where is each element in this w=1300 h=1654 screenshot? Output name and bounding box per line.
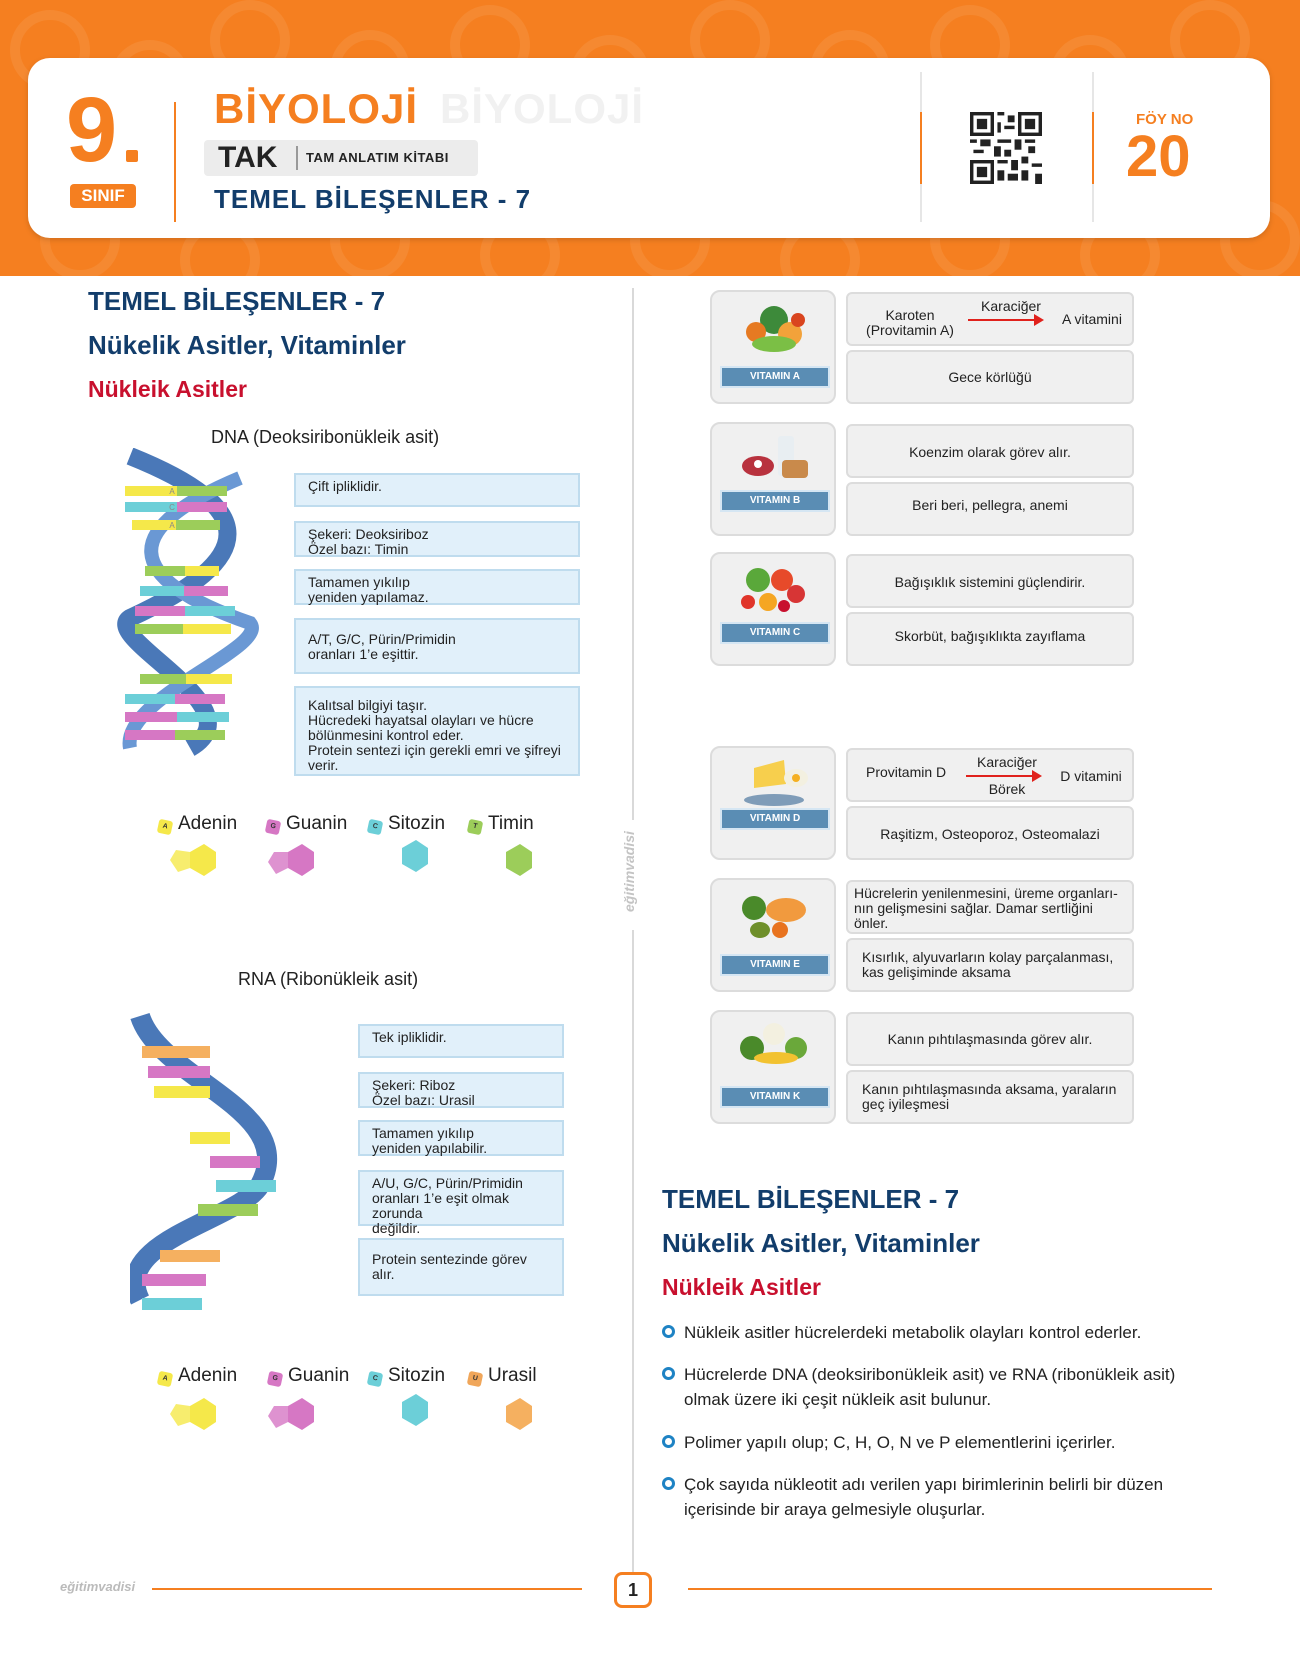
- food-illustration-icon: [734, 886, 814, 946]
- vitamin-label: VITAMIN E: [720, 954, 830, 976]
- dna-info-box: Şekeri: Deoksiriboz Özel bazı: Timin: [294, 521, 580, 557]
- base-badge: U: [467, 1371, 484, 1388]
- food-illustration-icon: [734, 1018, 814, 1078]
- rna-info-box: A/U, G/C, Pürin/Primidin oranları 1’e eşit olmak zorunda değildir.: [358, 1170, 564, 1226]
- grade-dot: [126, 150, 138, 162]
- vitamin-c-card: [710, 552, 836, 666]
- footer-rule: [152, 1588, 582, 1590]
- conversion-arrow-icon: [966, 775, 1040, 777]
- vitamin-a-deficiency-box: Gece körlüğü: [846, 350, 1134, 404]
- vitamin-k-card: [710, 1010, 836, 1124]
- list-item: Hücrelerde DNA (deoksiribonükleik asit) ve RNA (ribonükleik asit) olmak üzere iki çeşit nükleik asit bulunur.: [662, 1362, 1182, 1412]
- vitamin-a-source-box: Karoten (Provitamin A) Karaciğer A vitamini: [846, 292, 1134, 346]
- header-divider: [174, 102, 176, 222]
- subject-title: BİYOLOJİ: [214, 85, 419, 132]
- base-badge: G: [267, 1371, 284, 1388]
- left-section-subtitle: Nükelik Asitler, Vitaminler: [88, 330, 406, 360]
- conversion-arrow-icon: [968, 319, 1042, 321]
- header-divider-accent: [920, 112, 922, 184]
- rna-info-box: Tamamen yıkılıp yeniden yapılabilir.: [358, 1120, 564, 1156]
- food-illustration-icon: [734, 754, 814, 814]
- header-topic: TEMEL BİLEŞENLER - 7: [214, 184, 532, 214]
- vitamin-label: VITAMIN A: [720, 366, 830, 388]
- svg-text:A: A: [169, 487, 175, 496]
- rna-info-box: Şekeri: Riboz Özel bazı: Urasil: [358, 1072, 564, 1108]
- vitamin-e-card: [710, 878, 836, 992]
- qr-code-icon[interactable]: [970, 112, 1042, 184]
- vitamin-c-deficiency-box: Skorbüt, bağışıklıkta zayıflama: [846, 612, 1134, 666]
- base-badge: G: [265, 819, 282, 836]
- left-section-title: TEMEL BİLEŞENLER - 7: [88, 286, 386, 316]
- page-number: 1: [614, 1572, 652, 1608]
- dna-base-structures: [170, 838, 540, 892]
- book-badge: [204, 140, 478, 176]
- bullet-icon: [662, 1325, 675, 1338]
- food-illustration-icon: [734, 298, 814, 358]
- watermark-logo: eğitimvadisi: [618, 820, 648, 930]
- rna-base-structures: [170, 1392, 540, 1446]
- svg-text:C: C: [169, 503, 175, 512]
- vitamin-k-function-box: Kanın pıhtılaşmasında görev alır.: [846, 1012, 1134, 1066]
- vitamin-d-source-box: Provitamin D Karaciğer Börek D vitamini: [846, 748, 1134, 802]
- rna-title: RNA (Ribonükleik asit): [238, 969, 419, 989]
- dna-info-box: Tamamen yıkılıp yeniden yapılamaz.: [294, 569, 580, 605]
- bullet-icon: [662, 1435, 675, 1448]
- rna-info-box: Protein sentezinde görev alır.: [358, 1238, 564, 1296]
- vitamin-d-deficiency-box: Raşitizm, Osteoporoz, Osteomalazi: [846, 806, 1134, 860]
- subject-ghost-text: BİYOLOJİ: [440, 85, 645, 132]
- svg-text:A: A: [169, 521, 175, 530]
- grade-label: SINIF: [70, 184, 136, 208]
- base-badge: T: [467, 819, 484, 836]
- list-item: Nükleik asitler hücrelerdeki metabolik olayları kontrol ederler.: [662, 1320, 1182, 1345]
- right-section-subtitle: Nükelik Asitler, Vitaminler: [662, 1228, 980, 1258]
- right-section-heading: Nükleik Asitler: [662, 1274, 821, 1300]
- food-illustration-icon: [734, 560, 814, 620]
- list-item: Polimer yapılı olup; C, H, O, N ve P elementlerini içerirler.: [662, 1430, 1182, 1455]
- base-badge: C: [367, 1371, 384, 1388]
- vitamin-label: VITAMIN C: [720, 622, 830, 644]
- rna-info-box: Tek ipliklidir.: [358, 1024, 564, 1058]
- book-short: TAK: [218, 141, 278, 174]
- vitamin-c-function-box: Bağışıklık sistemini güçlendirir.: [846, 554, 1134, 608]
- left-section-heading: Nükleik Asitler: [88, 376, 247, 402]
- vitamin-d-card: [710, 746, 836, 860]
- vitamin-label: VITAMIN D: [720, 808, 830, 830]
- vitamin-b-card: [710, 422, 836, 536]
- bullet-icon: [662, 1477, 675, 1490]
- bullet-icon: [662, 1367, 675, 1380]
- header-divider-accent: [1092, 112, 1094, 184]
- vitamin-label: VITAMIN K: [720, 1086, 830, 1108]
- dna-info-box: Çift ipliklidir.: [294, 473, 580, 507]
- footer-logo: eğitimvadisi: [60, 1579, 136, 1594]
- book-full: TAM ANLATIM KİTABI: [306, 150, 449, 165]
- dna-info-box: Kalıtsal bilgiyi taşır. Hücredeki hayatsal olayları ve hücre bölünmesini kontrol eder. Protein sentezi için gerekli emri ve şifreyi verir.: [294, 686, 580, 776]
- vitamin-e-deficiency-box: Kısırlık, alyuvarların kolay parçalanması, kas gelişiminde aksama: [846, 938, 1134, 992]
- vitamin-label: VITAMIN B: [720, 490, 830, 512]
- vitamin-k-deficiency-box: Kanın pıhtılaşmasında aksama, yaraların geç iyileşmesi: [846, 1070, 1134, 1124]
- rna-strand-illustration: [130, 1010, 290, 1320]
- vitamin-e-function-box: Hücrelerin yenilenmesini, üreme organları- nın gelişmesini sağlar. Damar sertliğini önler.: [846, 880, 1134, 934]
- sheet-number: 20: [1126, 124, 1191, 189]
- footer-rule: [688, 1588, 1212, 1590]
- sheet-label: FÖY NO: [1136, 111, 1194, 128]
- food-illustration-icon: [734, 430, 814, 490]
- dna-title: DNA (Deoksiribonükleik asit): [211, 427, 440, 447]
- grade-number: 9: [66, 79, 114, 181]
- base-badge: A: [157, 1371, 174, 1388]
- dna-info-box: A/T, G/C, Pürin/Primidin oranları 1’e eşittir.: [294, 618, 580, 674]
- vitamin-a-card: [710, 290, 836, 404]
- column-divider: [632, 288, 634, 1578]
- list-item: Çok sayıda nükleotit adı verilen yapı birimlerinin belirli bir düzen içerisinde bir araya gelmesiyle oluşurlar.: [662, 1472, 1182, 1522]
- base-badge: C: [367, 819, 384, 836]
- vitamin-b-deficiency-box: Beri beri, pellegra, anemi: [846, 482, 1134, 536]
- base-badge: A: [157, 819, 174, 836]
- right-section-title: TEMEL BİLEŞENLER - 7: [662, 1184, 960, 1214]
- vitamin-b-function-box: Koenzim olarak görev alır.: [846, 424, 1134, 478]
- dna-helix-illustration: [110, 448, 270, 758]
- book-badge-separator: [296, 146, 298, 170]
